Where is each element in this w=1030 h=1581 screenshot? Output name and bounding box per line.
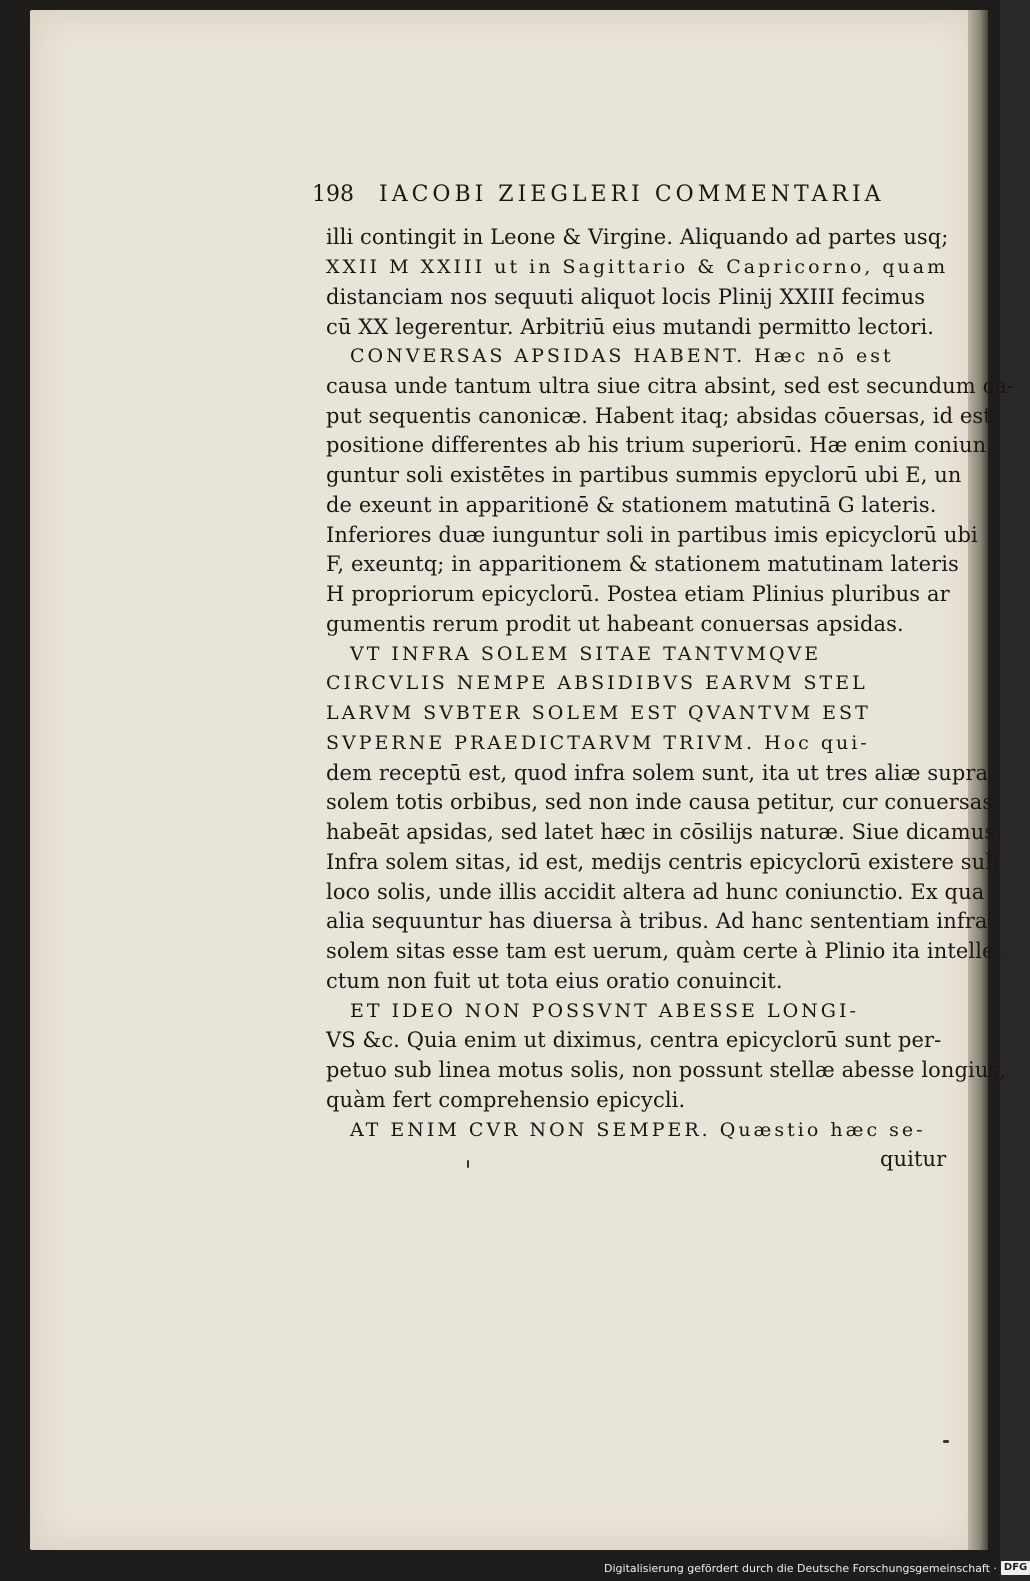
text-line: loco solis, unde illis accidit altera ad hunc coniunctio. Ex qua (326, 880, 985, 904)
running-title: IACOBI ZIEGLERI COMMENTARIA (379, 182, 885, 207)
text-line: habeāt apsidas, sed latet hæc in cōsilijs naturæ. Siue dicamus, (326, 820, 1003, 844)
section-heading: AT ENIM CVR NON SEMPER. Quæstio hæc se- (350, 1119, 926, 1141)
text-line: de exeunt in apparitionē & stationem matutinā G lateris. (326, 493, 937, 517)
ink-speck (943, 1440, 949, 1443)
section-heading: SVPERNE PRAEDICTARVM TRIVM. Hoc qui- (326, 732, 870, 754)
section-heading: CIRCVLIS NEMPE ABSIDIBVS EARVM STEL (326, 672, 868, 694)
text-line: gumentis rerum prodit ut habeant conuersas apsidas. (326, 612, 904, 636)
text-line: F, exeuntq; in apparitionem & stationem matutinam lateris (326, 552, 959, 576)
ink-speck (467, 1160, 469, 1168)
text-line: positione differentes ab his trium superiorū. Hæ enim coniun (326, 433, 987, 457)
text-line: XXII M XXIII ut in Sagittario & Capricorno, quam (326, 256, 949, 278)
text-line: dem receptū est, quod infra solem sunt, ita ut tres aliæ supra (326, 761, 989, 785)
text-line: solem totis orbibus, sed non inde causa petitur, cur conuersas (326, 790, 994, 814)
text-line: petuo sub linea motus solis, non possunt stellæ abesse longius, (326, 1058, 1007, 1082)
section-heading: ET IDEO NON POSSVNT ABESSE LONGI- (350, 1000, 859, 1022)
text-line: cū XX legerentur. Arbitriū eius mutandi permitto lectori. (326, 315, 935, 339)
catchword: quitur (880, 1147, 947, 1171)
credit-text: Digitalisierung gefördert durch die Deutsche Forschungsgemeinschaft · (604, 1561, 997, 1575)
text-line: distanciam nos sequuti aliquot locis Plinij XXIII fecimus (326, 285, 926, 309)
text-line: alia sequuntur has diuersa à tribus. Ad hanc sententiam infra (326, 909, 988, 933)
text-line: H propriorum epicyclorū. Postea etiam Plinius pluribus ar (326, 582, 950, 606)
text-line: put sequentis canonicæ. Habent itaq; absidas cōuersas, id est, (326, 404, 999, 428)
text-line: VS &c. Quia enim ut diximus, centra epicyclorū sunt per- (326, 1028, 942, 1052)
text-line: Infra solem sitas, id est, medijs centris epicyclorū existere sub (326, 850, 999, 874)
section-heading: CONVERSAS APSIDAS HABENT. Hæc nō est (350, 345, 894, 367)
dfg-logo: DFG (1001, 1561, 1030, 1575)
text-line: causa unde tantum ultra siue citra absint, sed est secundum ca- (326, 374, 1015, 398)
section-heading: LARVM SVBTER SOLEM EST QVANTVM EST (326, 702, 871, 724)
text-line: quàm fert comprehensio epicycli. (326, 1088, 686, 1112)
section-heading: VT INFRA SOLEM SITAE TANTVMQVE (350, 643, 822, 665)
text-line: illi contingit in Leone & Virgine. Aliquando ad partes usq; (326, 225, 949, 249)
text-line: ctum non fuit ut tota eius oratio conuincit. (326, 969, 783, 993)
running-header (312, 182, 912, 207)
text-line: solem sitas esse tam est uerum, quàm certe à Plinio ita intelle- (326, 939, 1002, 963)
page-number: 198 (312, 182, 354, 207)
text-line: guntur soli existētes in partibus summis epyclorū ubi E, un (326, 463, 962, 487)
text-line: Inferiores duæ iunguntur soli in partibus imis epicyclorū ubi (326, 523, 978, 547)
digitization-credit (604, 1558, 1028, 1578)
